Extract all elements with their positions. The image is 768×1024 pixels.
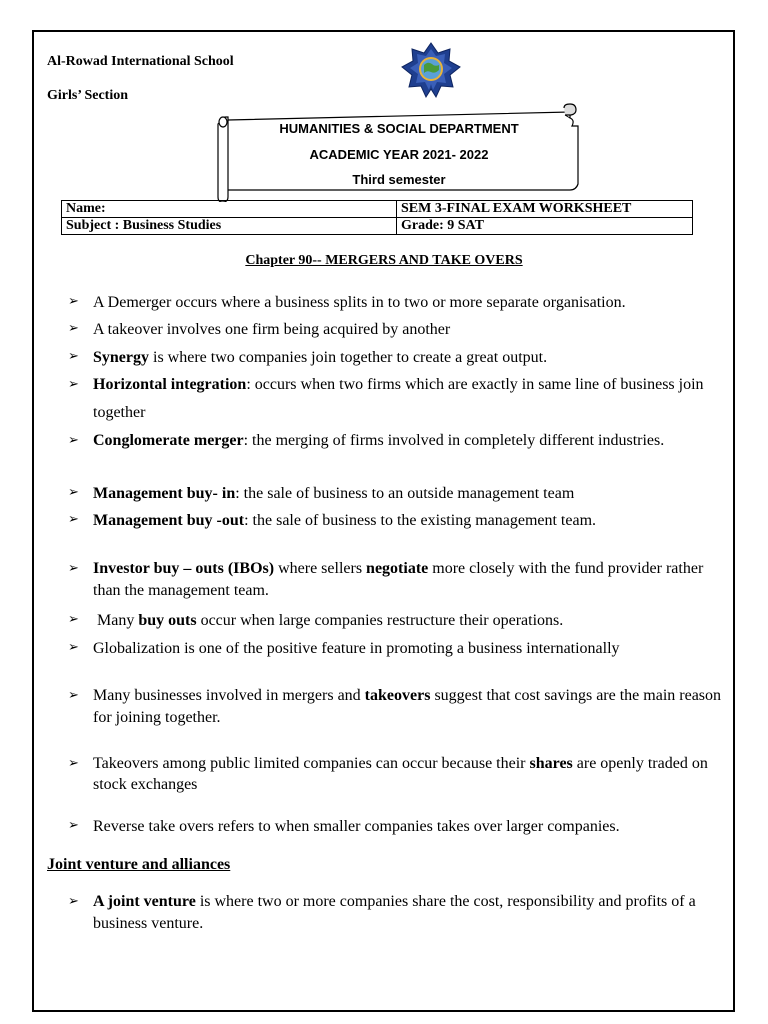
arrow-bullet-icon: ➢ — [68, 294, 79, 309]
arrow-bullet-icon: ➢ — [68, 321, 79, 336]
arrow-bullet-icon: ➢ — [68, 485, 79, 500]
school-logo-icon — [400, 42, 462, 100]
student-info-table — [61, 200, 693, 235]
arrow-bullet-icon: ➢ — [68, 688, 79, 703]
grade-label: Grade: 9 SAT — [397, 218, 693, 235]
table-row — [62, 201, 693, 218]
arrow-bullet-icon: ➢ — [68, 561, 79, 576]
school-section: Girls’ Section — [47, 88, 129, 103]
department-title: HUMANITIES & SOCIAL DEPARTMENT — [279, 121, 519, 136]
arrow-bullet-icon: ➢ — [68, 612, 79, 627]
arrow-bullet-icon: ➢ — [68, 433, 79, 448]
arrow-bullet-icon: ➢ — [68, 756, 79, 771]
subject-label: Subject : Business Studies — [62, 218, 397, 235]
academic-year: ACADEMIC YEAR 2021- 2022 — [309, 147, 489, 162]
semester: Third semester — [352, 172, 446, 187]
section-heading-joint-venture: Joint venture and alliances — [47, 856, 231, 873]
chapter-title: Chapter 90-- MERGERS AND TAKE OVERS — [245, 253, 523, 268]
arrow-bullet-icon: ➢ — [68, 512, 79, 527]
name-field[interactable]: Name: — [62, 201, 397, 218]
table-row — [62, 218, 693, 235]
exam-title: SEM 3-FINAL EXAM WORKSHEET — [397, 201, 693, 218]
arrow-bullet-icon: ➢ — [68, 377, 79, 392]
school-name: Al-Rowad International School — [47, 54, 234, 69]
arrow-bullet-icon: ➢ — [68, 349, 79, 364]
arrow-bullet-icon: ➢ — [68, 894, 79, 909]
arrow-bullet-icon: ➢ — [68, 818, 79, 833]
arrow-bullet-icon: ➢ — [68, 640, 79, 655]
